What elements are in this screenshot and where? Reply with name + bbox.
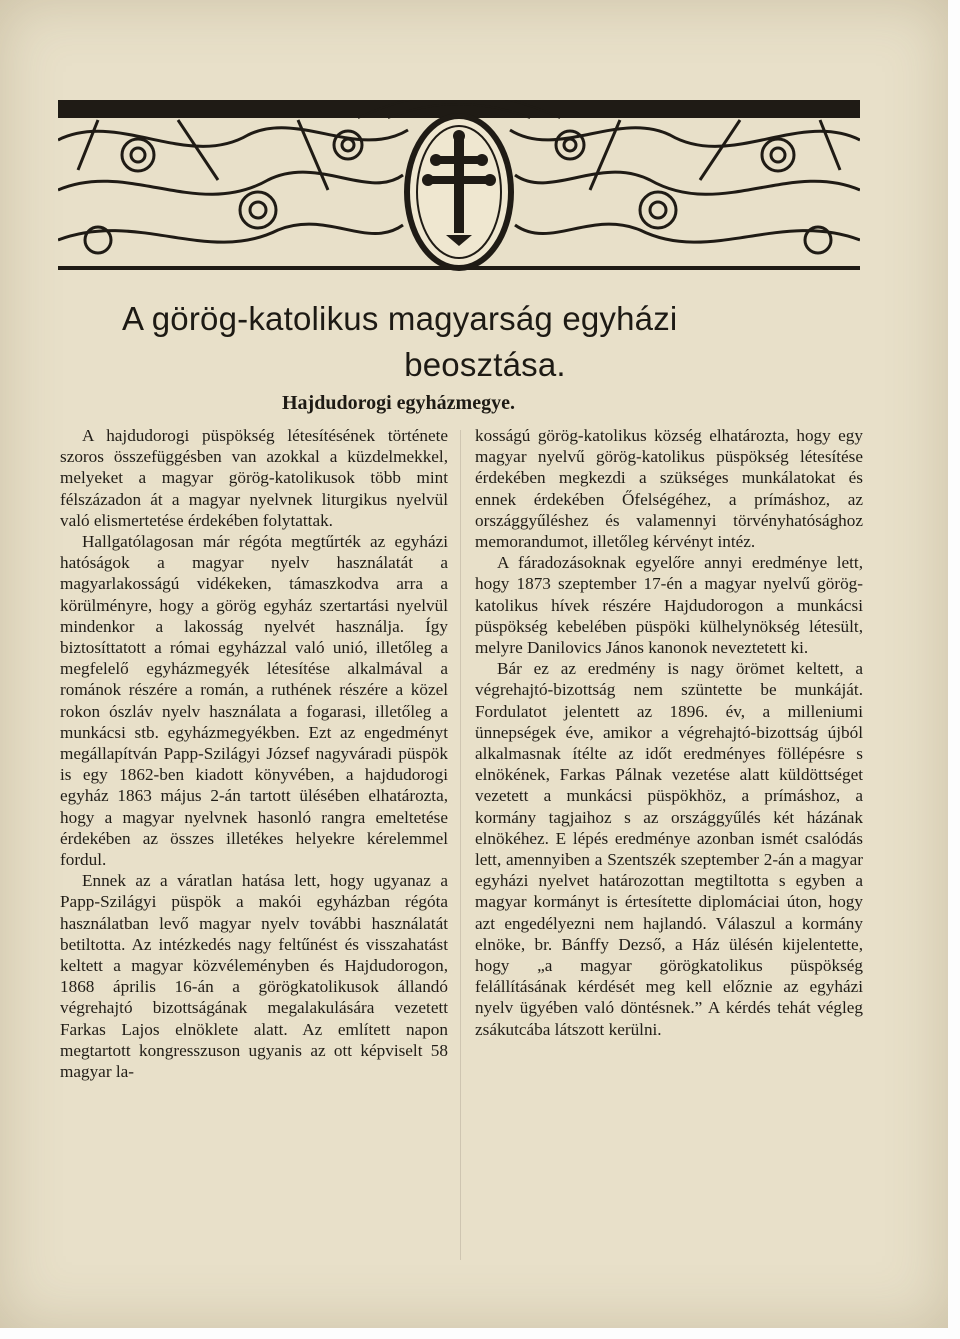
- paragraph: kosságú görög-katolikus község elhatározta, hogy egy magyar nyelvű görög-katolikus püspökség létesítése érdekében megkezdi a szükséges munkálatokat és ennek érdekében Őfelségéhez, a prímáshoz, az országgyűléshez és valamennyi törvényhatósághoz memorandumot, illetőleg kérvényt intéz.: [475, 426, 863, 552]
- paragraph: Ennek az a váratlan hatása lett, hogy ugyanaz a Papp-Szilágyi püspök a makói egyházban régóta használatban levő magyar nyelv további használatát betiltotta. Az intézkedés nagy feltűnést és visszahatást keltett a magyar közvéleményben és Hajdudorogon, 1868 április 16-án a görögkatolikusok állandó végrehajtó bizottságának megalakulására vezetett Farkas Lajos elnöklete alatt. Az említett napon megtartott kongresszuson ugyanis az ott képviselt 58 magyar la-: [60, 871, 448, 1082]
- scan-edge-right: [948, 0, 960, 1339]
- right-column: [475, 425, 863, 1040]
- left-column: [60, 425, 448, 1082]
- paragraph: Hallgatólagosan már régóta megtűrték az egyházi hatóságok a magyar nyelv használatát a magyarlakosságú vidékeken, támaszkodva arra a körülményre, hogy a görög egyház szertartási nyelvül mindenkor a lakosság nyelvét használja. Így biztosíttatott a római egyházzal való unió, illetőleg a megfelelő egyházmegyék létesítése alkalmával a románok részére a román, a ruthének részére a közel rokon ószláv nyelv használata a fogarasi, illetőleg a munkácsi stb. egyházmegyékben. Ezt az engedményt megállapítván Papp-Szilágyi József nagyváradi püspök is egy 1862-ben kiadott könyvében, a hajdudorogi egyház 1863 május 2-án tartott ülésében elhatározta, hogy a magyar nyelvnek hasonló rangra emeltetése érdekében az összes illetékes helyekre kérelemmel fordul.: [60, 532, 448, 870]
- paragraph: A fáradozásoknak egyelőre annyi eredménye lett, hogy 1873 szeptember 17-én a magyar nyelvű görög-katolikus hívek részére Hajdudorogon a munkácsi püspökség kebelében püspöki külhelynökség létesült, melyre Danilovics János kanonok neveztetett ki.: [475, 553, 863, 658]
- column-divider: [460, 430, 461, 1260]
- article-subtitle: Hajdudorogi egyházmegye.: [282, 392, 515, 414]
- title-line-2: beosztása.: [404, 346, 566, 383]
- paragraph: Bár ez az eredmény is nagy örömet keltett, a végrehajtó-bizottság nem szüntette be munkáját. Fordulatot jelentett az 1896. év, a milleniumi ünnepségek éve, amikor a végrehajtó-bizottság újból alkalmasnak ítélte az időt eredményes föllépésre s elnökének, Farkas Pálnak vezetése alatt küldöttséget vezetett a munkácsi püspökhöz, a prímáshoz, a kormány tagjaihoz s az országgyűlés két házának elnökéhez. E lépés eredménye azonban ismét csalódás lett, amennyiben a Szentszék szeptember 2-án a magyar egyházi nyelvet határozottan megtiltotta s egyben a magyar kormányt is értesítette diplomáciai úton, hogy azt engedélyezni nem hajlandó. Válaszul a kormány elnöke, br. Bánffy Dezső, a Ház ülésén kijelentette, hogy „a magyar görögkatolikus püspökség felállításának kérdését meg kell előznie az egyházi nyelv ügyében való döntésnek.” A kérdés tehát végleg zsákutcába látszott kerülni.: [475, 659, 863, 1039]
- paragraph: A hajdudorogi püspökség létesítésének története szoros összefüggésben van azokkal a küzdelmekkel, melyeket a magyar görög-katolikusok több mint félszázadon át a magyar nyelvnek liturgikus nyelvül való elismertetése érdekében folytattak.: [60, 426, 448, 530]
- title-line-1: A görög-katolikus magyarság egyházi: [122, 300, 678, 337]
- decorative-header-ornament: [58, 100, 860, 272]
- article-title: [100, 298, 840, 386]
- scan-edge-bottom: [0, 1328, 960, 1339]
